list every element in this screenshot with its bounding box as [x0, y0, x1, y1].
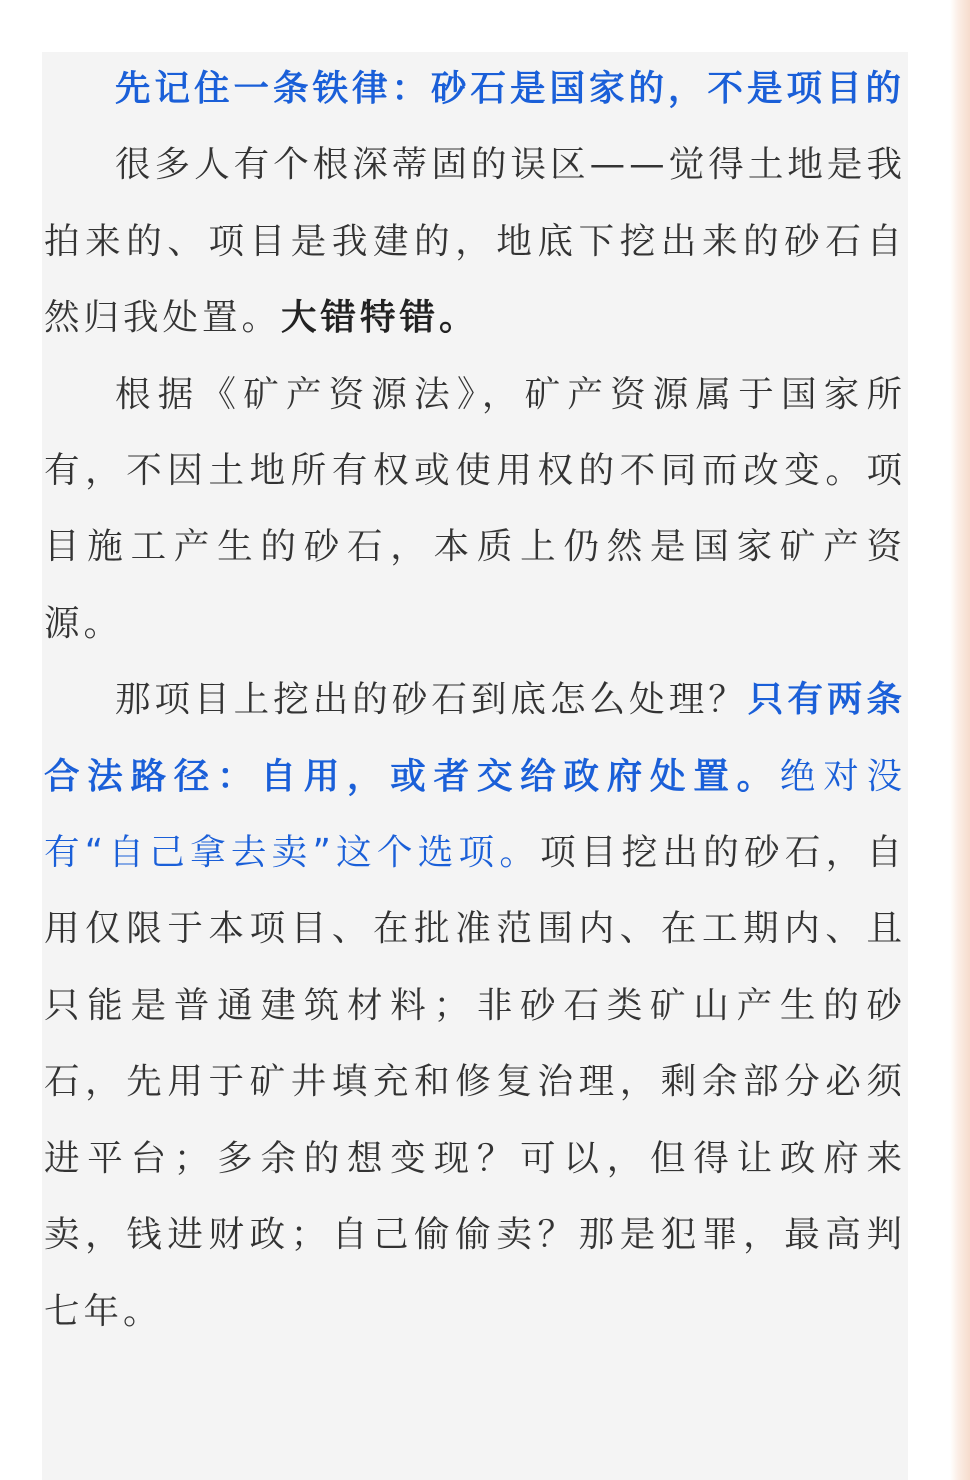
blue-text: 绝对没有“自己拿去卖”这个选项。: [44, 755, 906, 874]
paragraph-law: [44, 357, 906, 663]
paragraph-text: 项目挖出的砂石，自用仅限于本项目、在批准范围内、在工期内、且只能是普通建筑材料；非砂石类矿山产生的砂石，先用于矿井填充和修复治理，剩余部分必须进平台；多余的想变现？可以，但得让政府来卖，钱进财政；自己偷偷卖？那是犯罪，最高判七年。: [44, 832, 906, 1332]
page-edge-shadow: [950, 0, 970, 1480]
paragraph-misconception: [44, 127, 906, 356]
emphasis-text: 大错特错。: [281, 297, 479, 339]
paragraph-handling: [44, 662, 906, 1350]
paragraph-text: 很多人有个根深蒂固的误区——觉得土地是我拍来的、项目是我建的，地底下挖出来的砂石自然归我处置。: [44, 144, 906, 339]
highlight-text: 只有两条合法路径：自用，或者交给政府处置。: [44, 679, 906, 797]
article-body: [44, 51, 906, 1350]
section-heading: 先记住一条铁律：砂石是国家的，不是项目的: [115, 68, 906, 109]
paragraph-lead: 那项目上挖出的砂石到底怎么处理？: [115, 679, 748, 721]
paragraph-text: 根据《矿产资源法》，矿产资源属于国家所有，不因土地所有权或使用权的不同而改变。项目施工产生的砂石，本质上仍然是国家矿产资源。: [44, 373, 906, 644]
